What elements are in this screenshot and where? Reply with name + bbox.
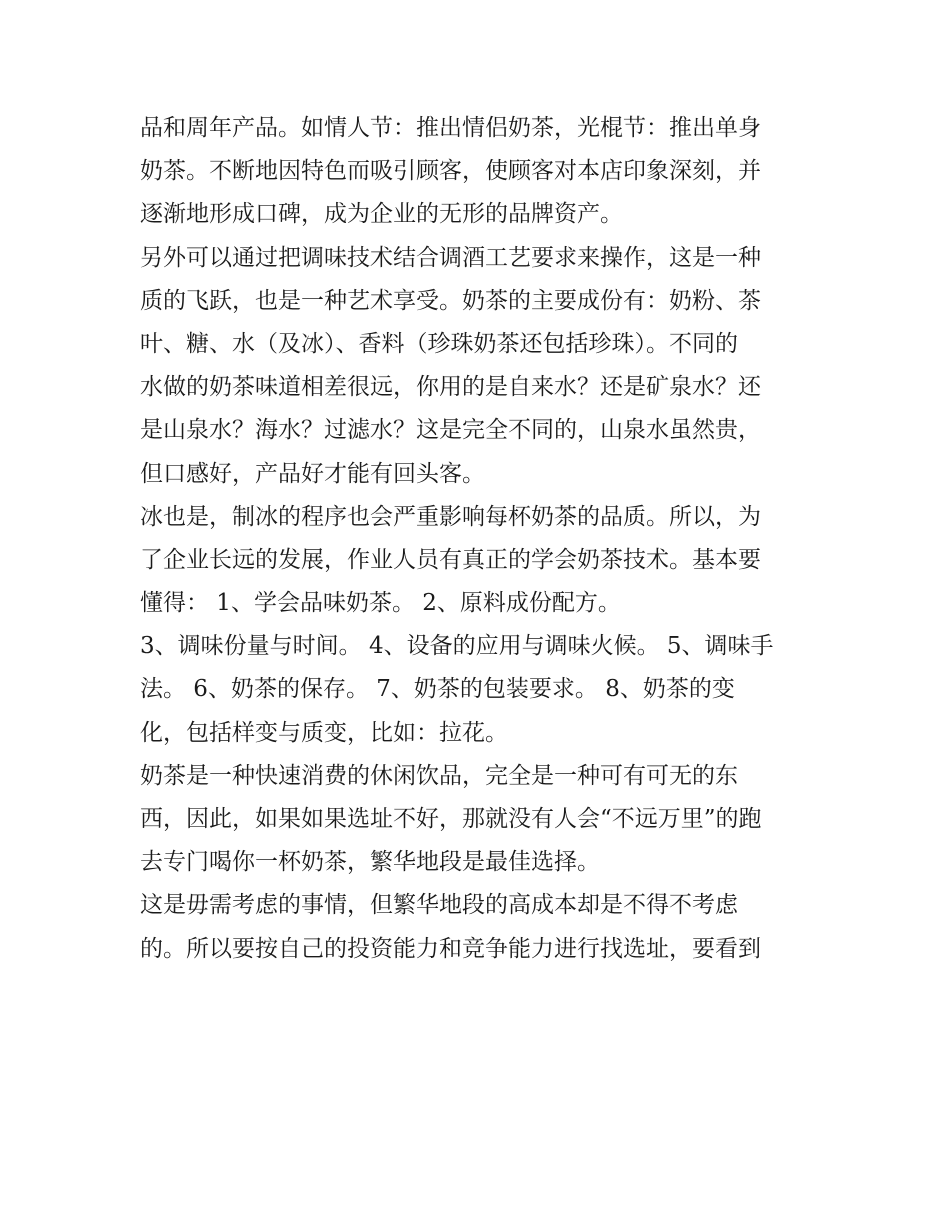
text-line: 懂得： 1、学会品味奶茶。 2、原料成份配方。 (140, 590, 621, 617)
text-line: 逐渐地形成口碑，成为企业的无形的品牌资产。 (140, 201, 623, 228)
text-line: 化，包括样变与质变，比如：拉花。 (140, 719, 508, 746)
text-line: 奶茶是一种快速消费的休闲饮品，完全是一种可有可无的东 (140, 762, 738, 789)
text-line: 去专门喝你一杯奶茶，繁华地段是最佳选择。 (140, 849, 600, 876)
text-line: 质的飞跃，也是一种艺术享受。奶茶的主要成份有：奶粉、茶 (140, 287, 761, 314)
body-text (140, 107, 820, 971)
text-line: 但口感好，产品好才能有回头客。 (140, 460, 485, 487)
text-line: 这是毋需考虑的事情，但繁华地段的高成本却是不得不考虑 (140, 892, 738, 919)
text-line: 品和周年产品。如情人节：推出情侣奶茶，光棍节：推出单身 (140, 115, 761, 141)
text-line: 的。所以要按自己的投资能力和竞争能力进行找选址，要看到 (140, 935, 761, 962)
text-line: 冰也是，制冰的程序也会严重影响每杯奶茶的品质。所以，为 (140, 503, 761, 530)
text-line: 3、调味份量与时间。 4、设备的应用与调味火候。 5、调味手 (140, 633, 774, 660)
text-line: 西，因此，如果如果选址不好，那就没有人会“不远万里”的跑 (140, 806, 762, 832)
text-line: 另外可以通过把调味技术结合调酒工艺要求来操作，这是一种 (140, 244, 761, 271)
text-line: 了企业长远的发展，作业人员有真正的学会奶茶技术。基本要 (140, 546, 761, 573)
text-line: 是山泉水？海水？过滤水？这是完全不同的，山泉水虽然贵， (140, 417, 761, 444)
text-line: 法。 6、奶茶的保存。 7、奶茶的包装要求。 8、奶茶的变 (140, 676, 735, 703)
text-line: 奶茶。不断地因特色而吸引顾客，使顾客对本店印象深刻，并 (140, 158, 761, 185)
text-line: 水做的奶茶味道相差很远，你用的是自来水？还是矿泉水？还 (140, 374, 761, 401)
text-line: 叶、糖、水（及冰）、香料（珍珠奶茶还包括珍珠）。不同的 (140, 330, 738, 357)
